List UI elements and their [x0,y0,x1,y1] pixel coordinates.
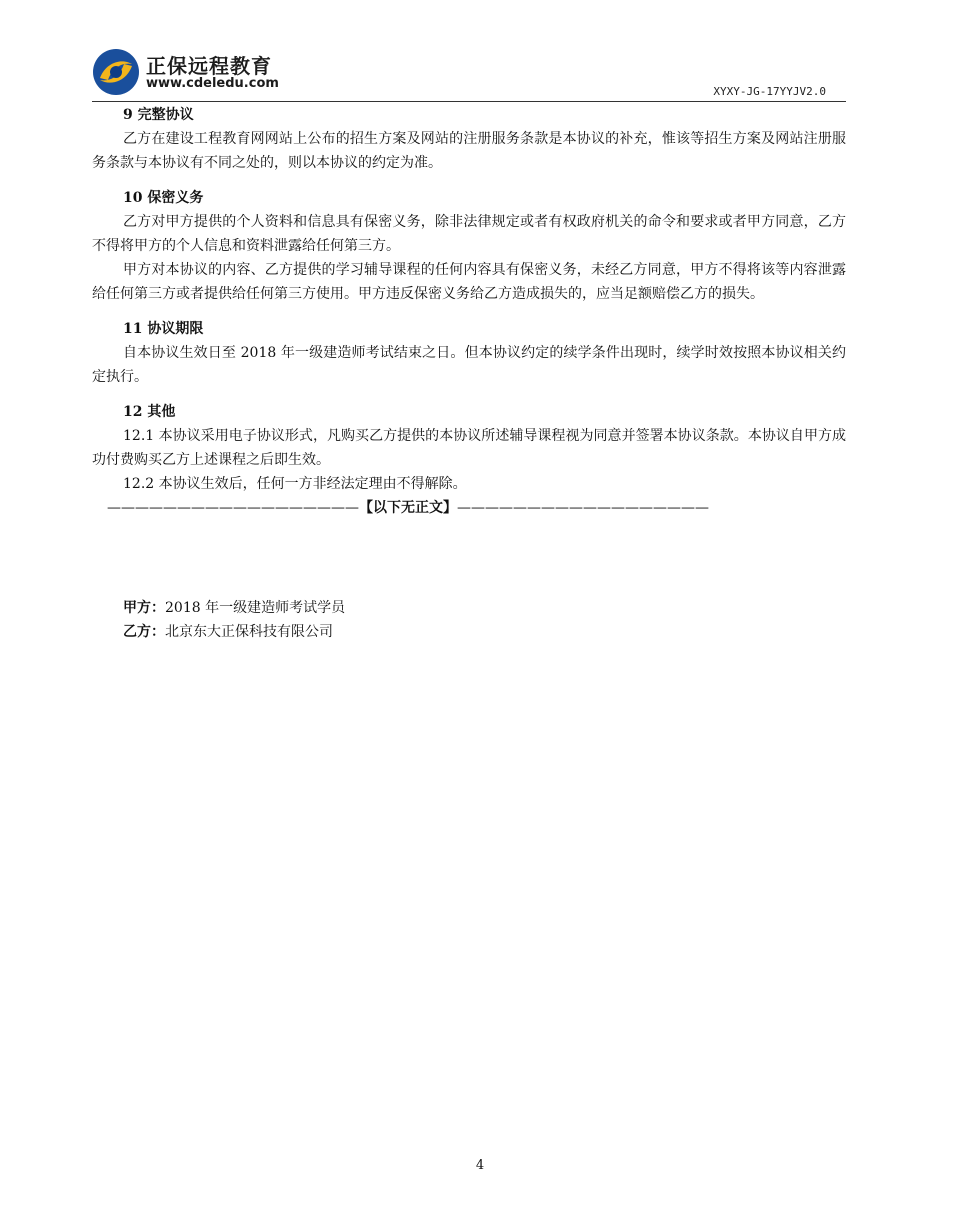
party-b-label: 乙方： [123,624,165,640]
end-marker-left-dashes: —————————————————— [107,500,359,516]
agreement-body [92,103,846,520]
section-12-paragraph-1: 12.1 本协议采用电子协议形式，凡购买乙方提供的本协议所述辅导课程视为同意并签署本协议条款。本协议自甲方成功付费购买乙方上述课程之后即生效。 [92,428,846,468]
section-9-paragraph-1: 乙方在建设工程教育网网站上公布的招生方案及网站的注册服务条款是本协议的补充，惟该等招生方案及网站注册服务条款与本协议有不同之处的，则以本协议的约定为准。 [92,131,846,171]
page-number: 4 [475,1158,485,1173]
section-10-paragraph-1: 乙方对甲方提供的个人资料和信息具有保密义务，除非法律规定或者有权政府机关的命令和要求或者甲方同意，乙方不得将甲方的个人信息和资料泄露给任何第三方。 [92,214,846,254]
section-12-paragraph-2: 12.2 本协议生效后，任何一方非经法定理由不得解除。 [123,476,467,492]
party-a-value: 2018 年一级建造师考试学员 [165,600,346,616]
header-divider [92,101,846,102]
brand-url: www.cdeledu.com [146,76,279,91]
end-marker-label: 【以下无正文】 [359,500,457,516]
end-of-text-marker [92,496,846,520]
party-b-value: 北京东大正保科技有限公司 [165,624,333,640]
document-code: XYXY-JG-17YYJV2.0 [713,85,826,98]
signature-block [123,596,345,644]
section-title-9: 9 完整协议 [123,107,194,123]
party-a-line [123,596,345,620]
page-header [92,46,846,102]
section-title-10: 10 保密义务 [123,190,204,206]
section-title-11: 11 协议期限 [123,321,204,337]
section-11-paragraph-1: 自本协议生效日至 2018 年一级建造师考试结束之日。但本协议约定的续学条件出现时，续学时效按照本协议相关约定执行。 [92,345,846,385]
cdeledu-logo-icon [92,48,140,96]
section-title-12: 12 其他 [123,404,176,420]
section-10-paragraph-2: 甲方对本协议的内容、乙方提供的学习辅导课程的任何内容具有保密义务，未经乙方同意，甲方不得将该等内容泄露给任何第三方或者提供给任何第三方使用。甲方违反保密义务给乙方造成损失的，应当足额赔偿乙方的损失。 [92,262,846,302]
brand-name: 正保远程教育 [146,54,272,78]
end-marker-right-dashes: —————————————————— [457,500,709,516]
party-b-line [123,620,345,644]
party-a-label: 甲方： [123,600,165,616]
